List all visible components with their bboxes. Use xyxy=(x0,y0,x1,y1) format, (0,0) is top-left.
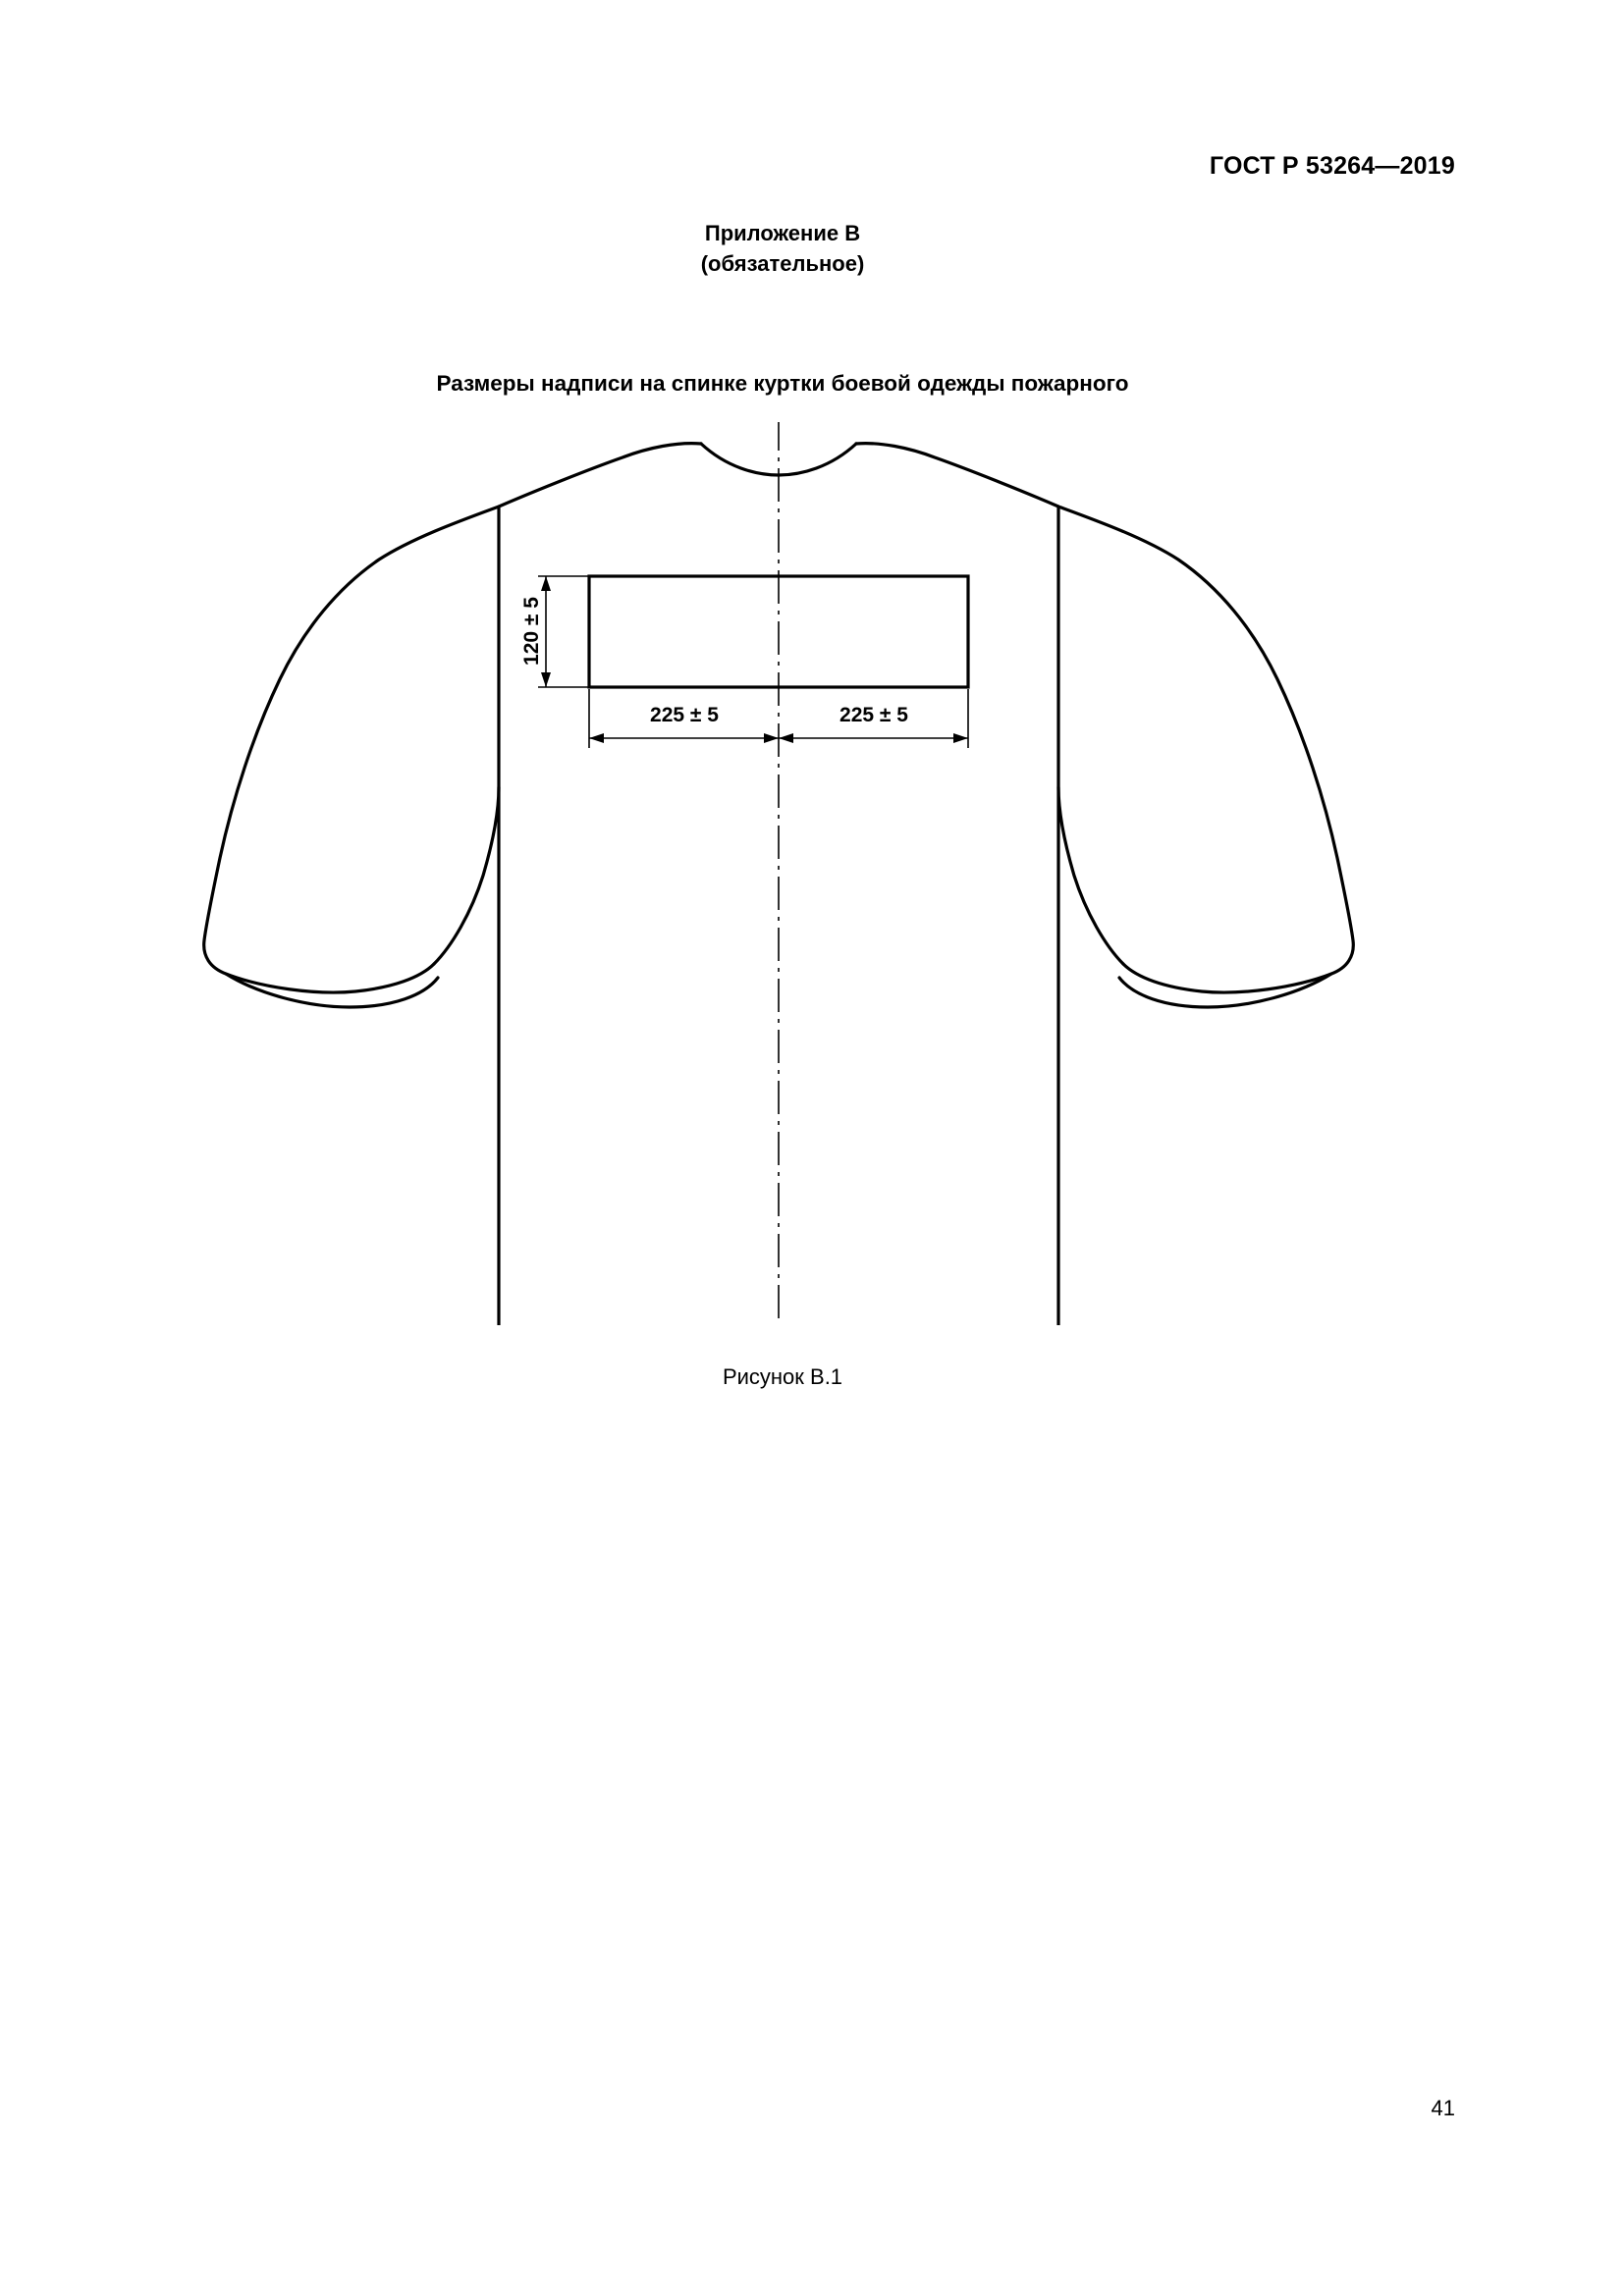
dimension-right-width-label: 225 ± 5 xyxy=(839,704,908,726)
dimension-arrow-vertical xyxy=(538,576,589,687)
figure-caption: Рисунок В.1 xyxy=(722,1364,843,1389)
dimension-height-label: 120 ± 5 xyxy=(520,597,543,666)
figure-jacket-diagram xyxy=(0,422,1624,1325)
page-number: 41 xyxy=(1431,2096,1455,2120)
standard-header: ГОСТ Р 53264—2019 xyxy=(1209,152,1455,180)
annex-subtitle: (обязательное) xyxy=(700,251,865,276)
dimension-left-width-label: 225 ± 5 xyxy=(650,704,719,726)
annex-block xyxy=(0,218,1624,279)
annex-title: Приложение В xyxy=(704,221,861,245)
section-heading: Размеры надписи на спинке куртки боевой одежды пожарного xyxy=(436,371,1129,396)
